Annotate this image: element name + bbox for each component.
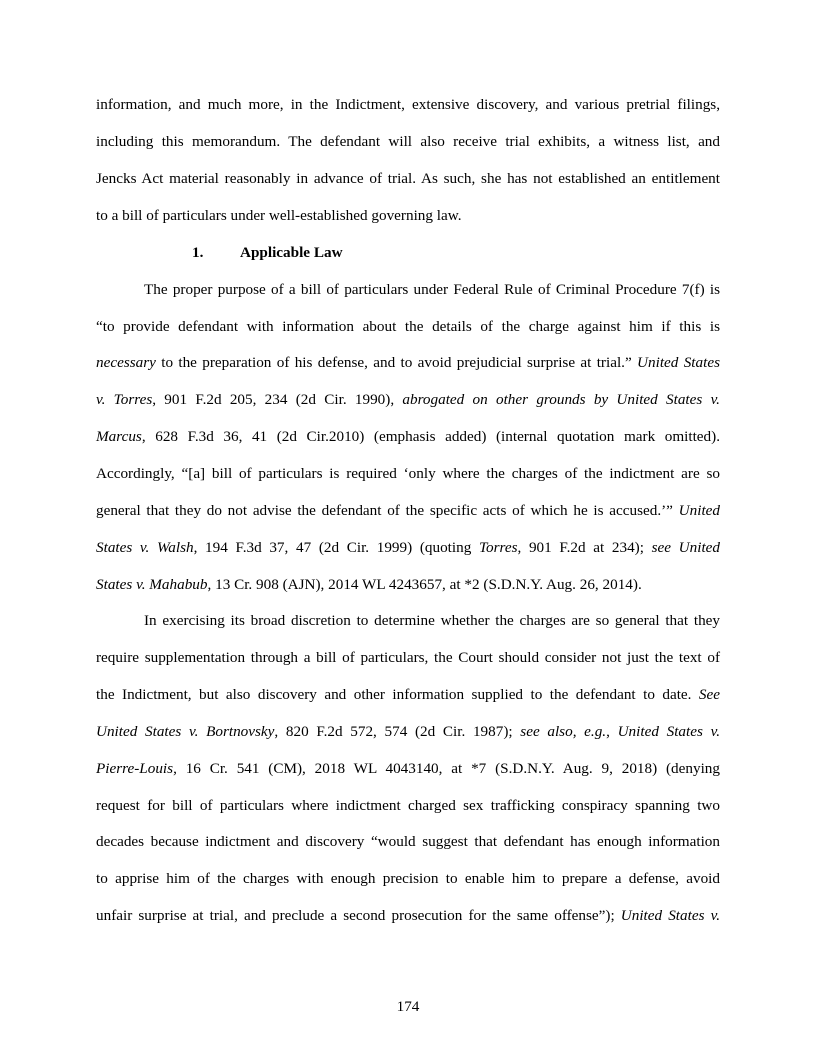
paragraph-line: In exercising its broad discretion to determine whether the charges are so general that they: [144, 612, 720, 629]
case-citation: Pierre-Louis: [96, 760, 174, 777]
body-text: , 901 F.2d 205, 234 (2d Cir. 1990),: [152, 391, 403, 408]
paragraph-line: to apprise him of the charges with enough precision to enable him to prepare a defense, avoid: [96, 870, 720, 887]
paragraph-line: [96, 905, 720, 927]
section-title: Applicable Law: [240, 244, 343, 261]
case-citation: United: [678, 502, 720, 519]
body-text: the Indictment, but also discovery and other information supplied to the defendant to date.: [96, 686, 699, 703]
body-text: ,: [606, 723, 618, 740]
body-text: , 820 F.2d 572, 574 (2d Cir. 1987);: [274, 723, 521, 740]
paragraph-line: including this memorandum. The defendant will also receive trial exhibits, a witness list, and: [96, 133, 720, 150]
body-text: , 13 Cr. 908 (AJN), 2014 WL 4243657, at *2 (S.D.N.Y. Aug. 26, 2014).: [207, 576, 642, 593]
paragraph-line: The proper purpose of a bill of particulars under Federal Rule of Criminal Procedure 7(f) is: [144, 281, 720, 298]
paragraph-line: [96, 426, 720, 448]
paragraph-line: [96, 389, 720, 411]
section-number: 1.: [192, 244, 204, 261]
paragraph-line: [96, 352, 720, 374]
emphasis-text: necessary: [96, 354, 156, 371]
body-text: to the preparation of his defense, and to avoid prejudicial surprise at trial.”: [155, 354, 638, 371]
paragraph-line: [96, 758, 720, 780]
body-text: , 194 F.3d 37, 47 (2d Cir. 1999) (quoting: [193, 539, 479, 556]
page-number: 174: [396, 998, 420, 1015]
paragraph-line: [96, 500, 720, 522]
case-citation: United States v. Bortnovsky: [96, 723, 275, 740]
body-text: general that they do not advise the defendant of the specific acts of which he is accused.’”: [96, 502, 679, 519]
document-page: [96, 0, 720, 1056]
case-citation: See: [698, 686, 720, 703]
paragraph-line: [96, 684, 720, 706]
body-text: , 628 F.3d 36, 41 (2d Cir.2010) (emphasis added) (internal quotation mark omitted).: [141, 428, 720, 445]
paragraph-line: Jencks Act material reasonably in advance of trial. As such, she has not established an entitlement: [96, 170, 720, 187]
case-citation: Torres: [478, 539, 518, 556]
case-citation: States v. Mahabub: [96, 576, 208, 593]
case-citation: States v. Walsh: [96, 539, 194, 556]
emphasis-text: see also, e.g.: [520, 723, 607, 740]
body-text: , 16 Cr. 541 (CM), 2018 WL 4043140, at *7 (S.D.N.Y. Aug. 9, 2018) (denying: [173, 760, 720, 777]
case-citation: United States v.: [617, 723, 720, 740]
case-citation: United States: [637, 354, 720, 371]
case-citation: v. Torres: [96, 391, 153, 408]
paragraph-line: request for bill of particulars where indictment charged sex trafficking conspiracy spanning two: [96, 797, 720, 814]
paragraph-line: require supplementation through a bill of particulars, the Court should consider not just the text of: [96, 649, 720, 666]
paragraph-line: [96, 537, 720, 559]
paragraph-line: “to provide defendant with information about the details of the charge against him if this is: [96, 318, 720, 335]
paragraph-line: information, and much more, in the Indictment, extensive discovery, and various pretrial filings,: [96, 96, 720, 113]
body-text: , 901 F.2d at 234);: [517, 539, 652, 556]
paragraph-line: Accordingly, “[a] bill of particulars is required ‘only where the charges of the indictment are so: [96, 465, 720, 482]
paragraph-line: [96, 574, 720, 596]
case-citation: abrogated on other grounds by United States v.: [402, 391, 720, 408]
case-citation: see United: [651, 539, 720, 556]
paragraph-line: decades because indictment and discovery “would suggest that defendant has enough information: [96, 833, 720, 850]
paragraph-line: [96, 721, 720, 743]
case-citation: United States v.: [620, 907, 720, 924]
paragraph-line: to a bill of particulars under well-established governing law.: [96, 207, 462, 224]
case-citation: Marcus: [96, 428, 142, 445]
body-text: unfair surprise at trial, and preclude a second prosecution for the same offense”);: [96, 907, 621, 924]
